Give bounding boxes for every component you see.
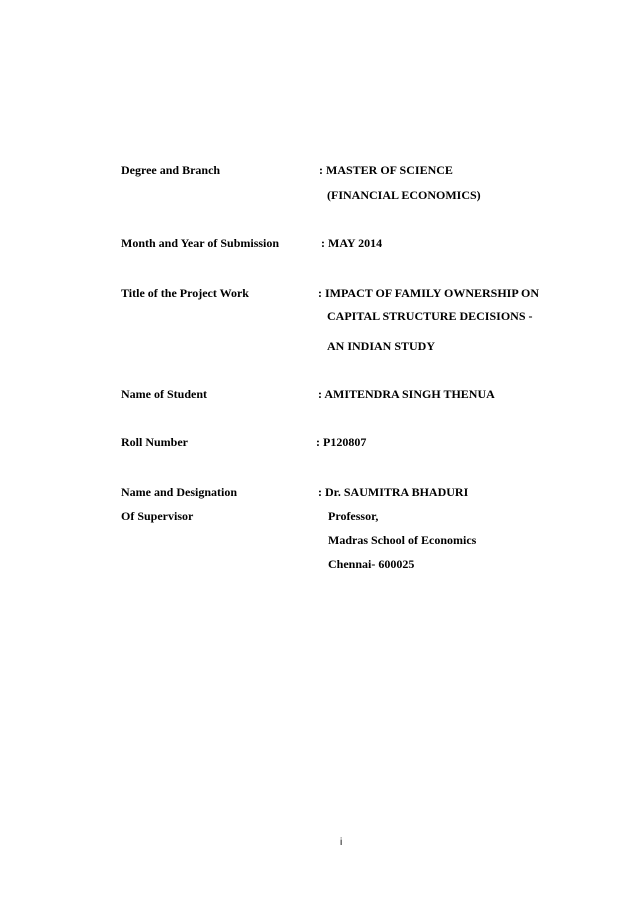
month-value: : MAY 2014 (321, 236, 383, 250)
student-value: : AMITENDRA SINGH THENUA (318, 387, 495, 401)
roll-label: Roll Number (121, 435, 188, 449)
supervisor-label-line1: Name and Designation (121, 485, 238, 499)
supervisor-value-line3: Madras School of Economics (328, 533, 477, 547)
page-number: i (340, 837, 343, 848)
supervisor-label-line2: Of Supervisor (121, 509, 194, 523)
supervisor-value-line2: Professor, (328, 509, 379, 523)
project-title-line1: : IMPACT OF FAMILY OWNERSHIP ON (318, 286, 540, 300)
month-label: Month and Year of Submission (121, 236, 280, 250)
project-title-label: Title of the Project Work (121, 286, 249, 300)
degree-label: Degree and Branch (121, 163, 221, 177)
supervisor-value-line1: : Dr. SAUMITRA BHADURI (318, 485, 469, 499)
project-title-line3: AN INDIAN STUDY (327, 339, 436, 353)
project-title-line2: CAPITAL STRUCTURE DECISIONS - (327, 309, 533, 323)
supervisor-value-line4: Chennai- 600025 (328, 557, 415, 571)
degree-value-line1: : MASTER OF SCIENCE (319, 163, 453, 177)
roll-value: : P120807 (316, 435, 367, 449)
student-label: Name of Student (121, 387, 207, 401)
degree-value-line2: (FINANCIAL ECONOMICS) (327, 188, 481, 202)
